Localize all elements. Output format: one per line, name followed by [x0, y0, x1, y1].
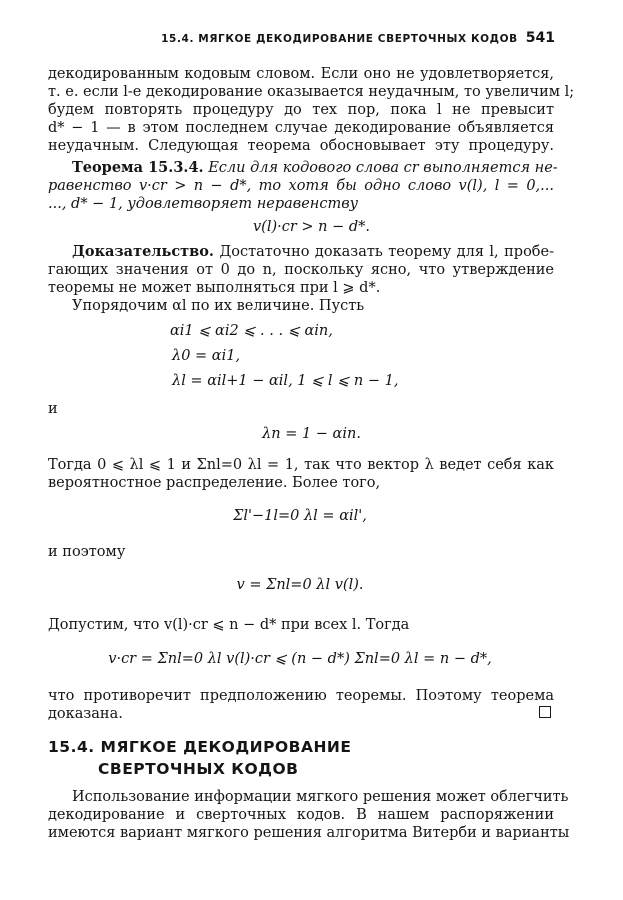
- theorem-formula: v(l)·cr > n − d*.: [252, 219, 371, 235]
- body-line: Тогда 0 ⩽ λl ⩽ 1 и Σnl=0 λl = 1, так что вектор λ ведет себя как: [48, 457, 554, 473]
- qed-square-icon: [539, 706, 551, 718]
- body-line: Упорядочим αl по их величине. Пусть: [72, 298, 365, 314]
- proof-line: теоремы не может выполняться при l ⩾ d*.: [48, 280, 381, 296]
- conjunction: и: [48, 401, 58, 417]
- equation-lambda-0: λ0 = αi1,: [172, 348, 241, 364]
- body-line: декодированным кодовым словом. Если оно не удовлетворяется,: [48, 66, 554, 82]
- theorem-statement-start: Если для кодового слова cr выполняется не-: [208, 160, 558, 176]
- page-number: 541: [525, 30, 555, 46]
- body-line: d* − 1 — в этом последнем случае декодирование объявляется: [48, 120, 554, 136]
- body-line: неудачным. Следующая теорема обосновывает эту процедуру.: [48, 138, 554, 154]
- body-line: вероятностное распределение. Более того,: [48, 475, 381, 491]
- body-line: т. е. если l-е декодирование оказывается неудачным, то увеличим l;: [48, 84, 575, 100]
- body-line: доказана.: [48, 706, 123, 722]
- body-line: Допустим, что v(l)·cr ⩽ n − d* при всех l. Тогда: [48, 617, 410, 633]
- equation-contradiction: v·cr = Σnl=0 λl v(l)·cr ⩽ (n − d*) Σnl=0 λl = n − d*,: [108, 651, 492, 667]
- running-title: 15.4. МЯГКОЕ ДЕКОДИРОВАНИЕ СВЕРТОЧНЫХ КОДОВ: [161, 33, 518, 45]
- theorem-line: ..., d* − 1, удовлетворяет неравенству: [48, 196, 359, 212]
- theorem-line: [48, 159, 558, 177]
- section-heading: 15.4. МЯГКОЕ ДЕКОДИРОВАНИЕ: [48, 738, 352, 756]
- equation-order: αi1 ⩽ αi2 ⩽ . . . ⩽ αin,: [170, 323, 333, 339]
- equation-partial-sum: Σl'−1l=0 λl = αil',: [233, 508, 367, 524]
- body-line: что противоречит предположению теоремы. Поэтому теорема: [48, 688, 554, 704]
- equation-lambda-n: λn = 1 − αin.: [262, 426, 361, 442]
- proof-line: гающих значения от 0 до n, поскольку ясно, что утверждение: [48, 262, 554, 278]
- equation-v: v = Σnl=0 λl v(l).: [236, 577, 364, 593]
- body-line: декодирование и сверточных кодов. В нашем распоряжении: [48, 807, 554, 823]
- theorem-label: Теорема 15.3.4.: [72, 159, 204, 176]
- body-line: будем повторять процедуру до тех пор, пока l не превысит: [48, 102, 554, 118]
- proof-start: Достаточно доказать теорему для l, пробе-: [219, 244, 555, 260]
- proof-label: Доказательство.: [72, 243, 214, 260]
- body-line: и поэтому: [48, 544, 126, 560]
- body-line: Использование информации мягкого решения может облегчить: [72, 789, 569, 805]
- equation-lambda-l: λl = αil+1 − αil, 1 ⩽ l ⩽ n − 1,: [172, 373, 399, 389]
- body-line: имеются вариант мягкого решения алгоритма Витерби и варианты: [48, 825, 570, 841]
- theorem-line: равенство v·cr > n − d*, то хотя бы одно слово v(l), l = 0,...: [48, 178, 554, 194]
- running-header: [100, 30, 555, 46]
- proof-line: [48, 243, 554, 261]
- section-heading-continued: СВЕРТОЧНЫХ КОДОВ: [98, 760, 299, 778]
